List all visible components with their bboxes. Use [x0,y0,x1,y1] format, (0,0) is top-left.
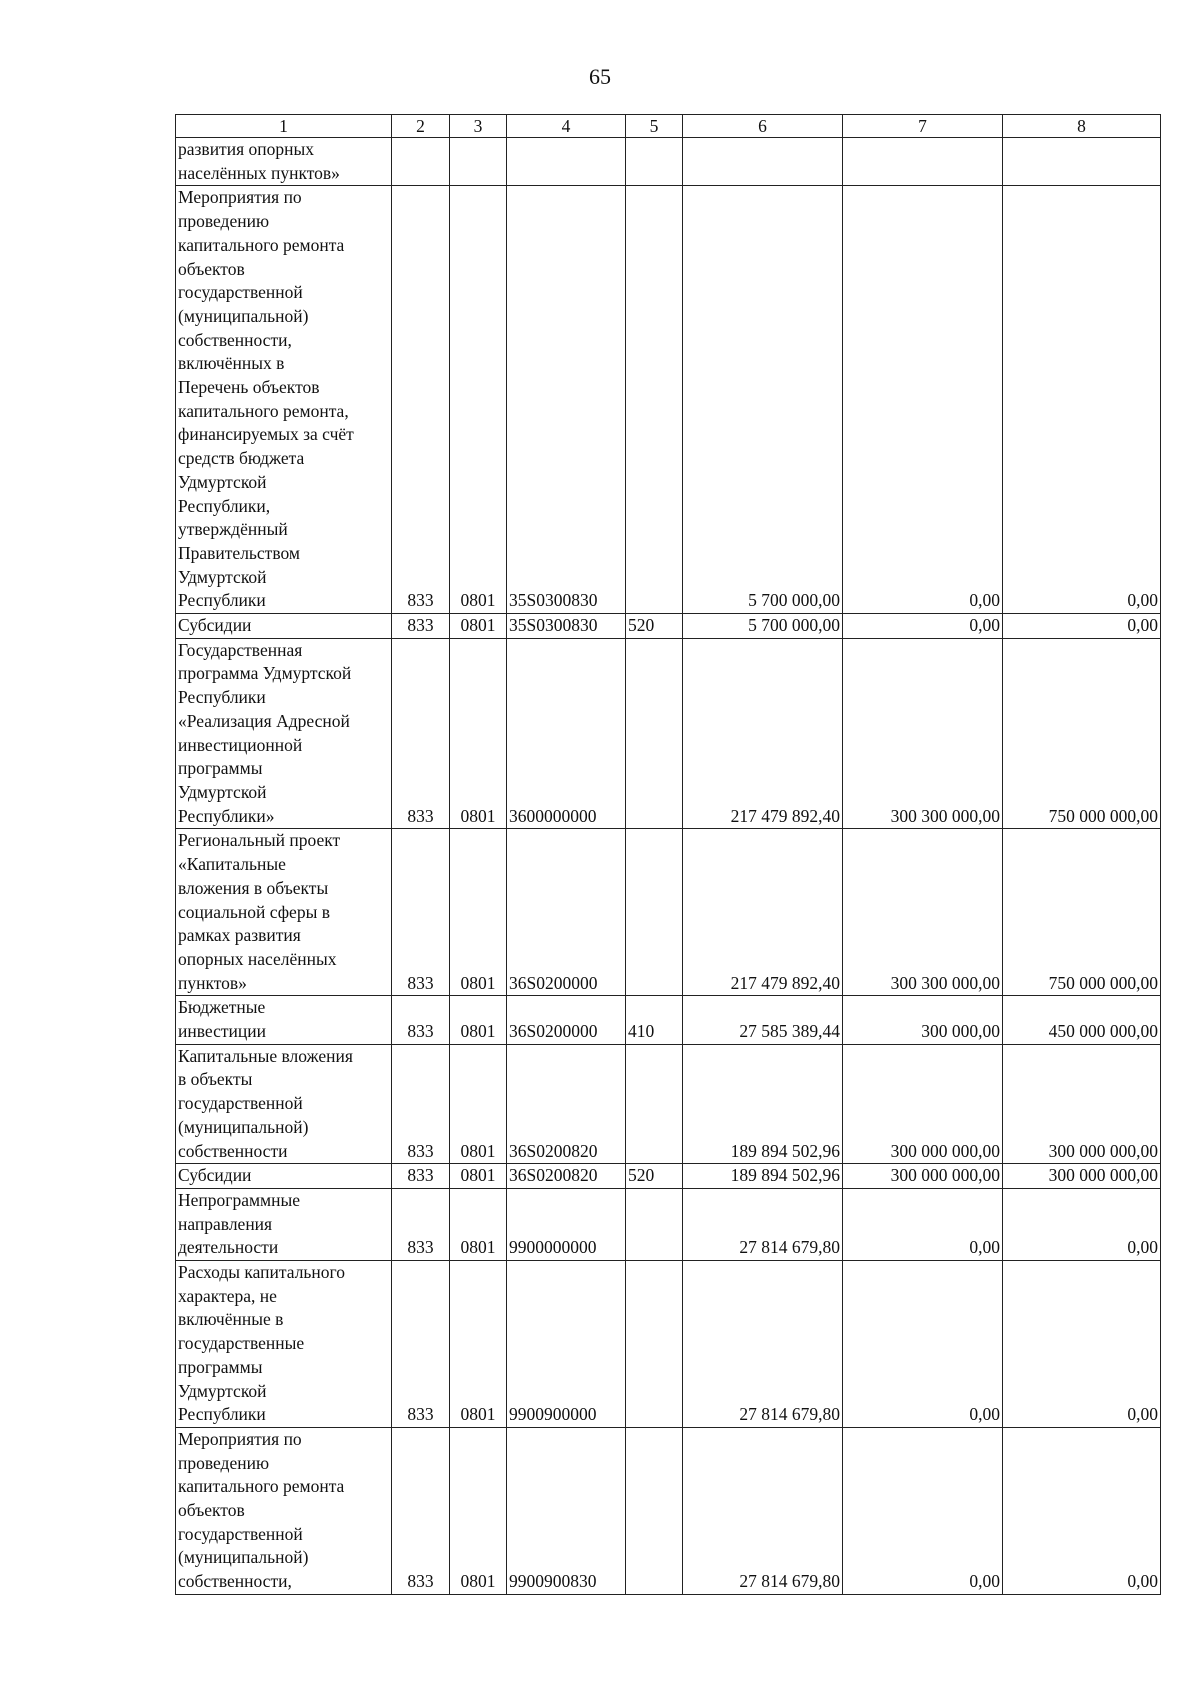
column-header-4: 4 [507,115,626,138]
column-header-5: 5 [626,115,683,138]
cell-col4: 36S0200000 [507,829,626,996]
cell-col6: 27 814 679,80 [683,1188,843,1260]
cell-col5 [626,1261,683,1428]
cell-col7: 300 300 000,00 [843,638,1003,829]
cell-col2 [392,138,450,186]
cell-col5 [626,138,683,186]
table-row [176,186,1161,614]
cell-col4: 36S0200000 [507,996,626,1044]
cell-col3: 0801 [450,1188,507,1260]
cell-col5 [626,1188,683,1260]
cell-col8: 750 000 000,00 [1003,638,1161,829]
cell-col4: 9900900000 [507,1261,626,1428]
row-name-cell: Субсидии [176,614,392,639]
cell-col4 [507,138,626,186]
table-row [176,1044,1161,1164]
cell-col3: 0801 [450,829,507,996]
cell-col5: 520 [626,614,683,639]
cell-col2: 833 [392,638,450,829]
row-name-cell: Бюджетные инвестиции [176,996,392,1044]
cell-col3: 0801 [450,1164,507,1189]
cell-col4: 36S0200820 [507,1044,626,1164]
cell-col6 [683,138,843,186]
cell-col8: 450 000 000,00 [1003,996,1161,1044]
cell-col7: 300 300 000,00 [843,829,1003,996]
cell-col6: 189 894 502,96 [683,1044,843,1164]
cell-col7: 0,00 [843,1427,1003,1594]
cell-col3: 0801 [450,638,507,829]
page-number: 65 [589,64,611,89]
row-name-cell: Субсидии [176,1164,392,1189]
column-header-2: 2 [392,115,450,138]
cell-col6: 5 700 000,00 [683,614,843,639]
cell-col2: 833 [392,1188,450,1260]
row-name-cell: Мероприятия по проведению капитального ремонта объектов государственной (муниципальной) собственности, [176,1427,392,1594]
table-row [176,638,1161,829]
cell-col8: 0,00 [1003,1188,1161,1260]
row-name-cell: Государственная программа Удмуртской Республики «Реализация Адресной инвестиционной программы Удмуртской Республики» [176,638,392,829]
cell-col6: 27 814 679,80 [683,1261,843,1428]
cell-col6: 5 700 000,00 [683,186,843,614]
table-row [176,996,1161,1044]
cell-col2: 833 [392,1261,450,1428]
row-name-cell: Капитальные вложения в объекты государственной (муниципальной) собственности [176,1044,392,1164]
cell-col5 [626,186,683,614]
budget-table [175,114,1161,1595]
cell-col4: 9900900830 [507,1427,626,1594]
table-row [176,614,1161,639]
table-row [176,829,1161,996]
cell-col2: 833 [392,996,450,1044]
table-row [176,1164,1161,1189]
cell-col4: 35S0300830 [507,614,626,639]
cell-col3 [450,138,507,186]
table-row [176,1427,1161,1594]
cell-col6: 217 479 892,40 [683,829,843,996]
cell-col7: 0,00 [843,1188,1003,1260]
cell-col3: 0801 [450,1261,507,1428]
cell-col2: 833 [392,1427,450,1594]
cell-col6: 217 479 892,40 [683,638,843,829]
cell-col6: 189 894 502,96 [683,1164,843,1189]
cell-col7: 300 000 000,00 [843,1164,1003,1189]
column-header-3: 3 [450,115,507,138]
cell-col2: 833 [392,186,450,614]
cell-col8: 0,00 [1003,1261,1161,1428]
row-name-cell: развития опорных населённых пунктов» [176,138,392,186]
table-row [176,1188,1161,1260]
cell-col3: 0801 [450,186,507,614]
cell-col8: 300 000 000,00 [1003,1044,1161,1164]
cell-col4: 36S0200820 [507,1164,626,1189]
cell-col3: 0801 [450,996,507,1044]
cell-col5: 410 [626,996,683,1044]
cell-col2: 833 [392,829,450,996]
column-header-8: 8 [1003,115,1161,138]
cell-col5 [626,638,683,829]
cell-col3: 0801 [450,1044,507,1164]
cell-col8: 0,00 [1003,614,1161,639]
cell-col4: 9900000000 [507,1188,626,1260]
cell-col2: 833 [392,1164,450,1189]
cell-col8 [1003,138,1161,186]
row-name-cell: Расходы капитального характера, не включённые в государственные программы Удмуртской Республики [176,1261,392,1428]
cell-col7: 0,00 [843,614,1003,639]
table-row [176,1261,1161,1428]
cell-col7 [843,138,1003,186]
cell-col8: 0,00 [1003,186,1161,614]
cell-col2: 833 [392,1044,450,1164]
row-name-cell: Непрограммные направления деятельности [176,1188,392,1260]
cell-col5 [626,829,683,996]
cell-col7: 300 000,00 [843,996,1003,1044]
cell-col8: 750 000 000,00 [1003,829,1161,996]
table-header-row [176,115,1161,138]
cell-col8: 0,00 [1003,1427,1161,1594]
cell-col7: 0,00 [843,1261,1003,1428]
cell-col5 [626,1044,683,1164]
cell-col5: 520 [626,1164,683,1189]
table-row [176,138,1161,186]
column-header-7: 7 [843,115,1003,138]
row-name-cell: Региональный проект «Капитальные вложения в объекты социальной сферы в рамках развития опорных населённых пунктов» [176,829,392,996]
cell-col2: 833 [392,614,450,639]
column-header-1: 1 [176,115,392,138]
cell-col6: 27 814 679,80 [683,1427,843,1594]
cell-col4: 3600000000 [507,638,626,829]
cell-col3: 0801 [450,1427,507,1594]
row-name-cell: Мероприятия по проведению капитального ремонта объектов государственной (муниципальной) собственности, включённых в Перечень объектов капитального ремонта, финансируемых за счёт средств бюджета Удмуртской Республики, утверждённый Правительством Удмуртской Республики [176,186,392,614]
cell-col7: 300 000 000,00 [843,1044,1003,1164]
cell-col6: 27 585 389,44 [683,996,843,1044]
cell-col4: 35S0300830 [507,186,626,614]
cell-col8: 300 000 000,00 [1003,1164,1161,1189]
column-header-6: 6 [683,115,843,138]
cell-col5 [626,1427,683,1594]
cell-col7: 0,00 [843,186,1003,614]
cell-col3: 0801 [450,614,507,639]
